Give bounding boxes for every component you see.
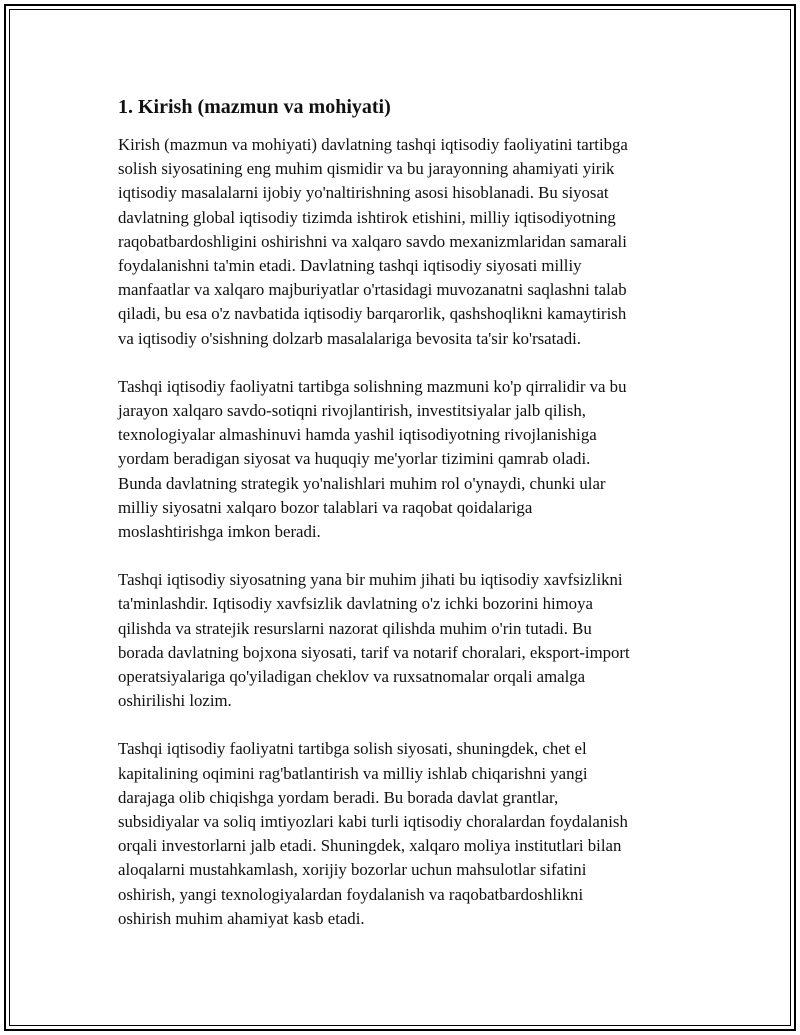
- paragraph-line: davlatning global iqtisodiy tizimda ishtirok etishini, milliy iqtisodiyotning: [118, 207, 616, 227]
- paragraph-line: oshirish, yangi texnologiyalardan foydalanish va raqobatbardoshlikni: [118, 884, 584, 904]
- paragraph-line: subsidiyalar va soliq imtiyozlari kabi turli iqtisodiy choralardan foydalanish: [118, 812, 628, 832]
- paragraph-2: [118, 375, 686, 544]
- paragraph-line: jarayon xalqaro savdo-sotiqni rivojlantirish, investitsiyalar jalb qilish,: [118, 401, 586, 421]
- paragraph-line: texnologiyalar almashinuvi hamda yashil iqtisodiyotning rivojlanishiga: [118, 425, 597, 445]
- paragraph-line: va iqtisodiy o'sishning dolzarb masalalariga bevosita ta'sir ko'rsatadi.: [118, 328, 581, 348]
- paragraph-line: manfaatlar va xalqaro majburiyatlar o'rtasidagi muvozanatni saqlashni talab: [118, 280, 627, 300]
- paragraph-line: qilishda va stratejik resurslarni nazorat qilishda muhim o'rin tutadi. Bu: [118, 618, 592, 638]
- document-body: [118, 94, 686, 955]
- paragraph-3: [118, 568, 686, 713]
- paragraph-line: oshirish muhim ahamiyat kasb etadi.: [118, 908, 365, 928]
- paragraph-line: milliy siyosatni xalqaro bozor talablari va raqobat qoidalariga: [118, 497, 533, 517]
- paragraph-line: Kirish (mazmun va mohiyati) davlatning tashqi iqtisodiy faoliyatini tartibga: [118, 135, 628, 154]
- paragraph-line: iqtisodiy masalalarni ijobiy yo'naltirishning asosi hisoblanadi. Bu siyosat: [118, 183, 609, 203]
- paragraph-line: foydalanishni ta'min etadi. Davlatning tashqi iqtisodiy siyosati milliy: [118, 256, 582, 276]
- paragraph-line: Tashqi iqtisodiy siyosatning yana bir muhim jihati bu iqtisodiy xavfsizlikni: [118, 570, 623, 590]
- paragraph-line: oshirilishi lozim.: [118, 691, 232, 711]
- paragraph-line: borada davlatning bojxona siyosati, tarif va notarif choralari, eksport-import: [118, 642, 630, 662]
- paragraph-line: raqobatbardoshligini oshirishni va xalqaro savdo mexanizmlaridan samarali: [118, 231, 627, 251]
- paragraph-line: Bunda davlatning strategik yo'nalishlari muhim rol o'ynaydi, chunki ular: [118, 473, 606, 493]
- paragraph-line: Tashqi iqtisodiy faoliyatni tartibga solishning mazmuni ko'p qirralidir va bu: [118, 376, 627, 396]
- paragraph-4: [118, 737, 686, 931]
- paragraph-line: operatsiyalariga qo'yiladigan cheklov va ruxsatnomalar orqali amalga: [118, 667, 586, 687]
- paragraph-line: yordam beradigan siyosat va huquqiy me'yorlar tizimini qamrab oladi.: [118, 449, 591, 469]
- paragraph-line: orqali investorlarni jalb etadi. Shuningdek, xalqaro moliya institutlari bilan: [118, 836, 622, 856]
- paragraph-line: solish siyosatining eng muhim qismidir va bu jarayonning ahamiyati yirik: [118, 159, 615, 179]
- paragraph-line: aloqalarni mustahkamlash, xorijiy bozorlar uchun mahsulotlar sifatini: [118, 860, 587, 880]
- paragraph-line: ta'minlashdir. Iqtisodiy xavfsizlik davlatning o'z ichki bozorini himoya: [118, 594, 593, 614]
- paragraph-line: kapitalining oqimini rag'batlantirish va milliy ishlab chiqarishni yangi: [118, 763, 588, 783]
- paragraph-line: darajaga olib chiqishga yordam beradi. Bu borada davlat grantlar,: [118, 787, 559, 807]
- paragraph-1: [118, 133, 686, 351]
- paragraph-line: Tashqi iqtisodiy faoliyatni tartibga solish siyosati, shuningdek, chet el: [118, 739, 587, 759]
- paragraph-line: qiladi, bu esa o'z navbatida iqtisodiy barqarorlik, qashshoqlikni kamaytirish: [118, 304, 627, 324]
- paragraph-line: moslashtirishga imkon beradi.: [118, 522, 321, 542]
- section-heading: 1. Kirish (mazmun va mohiyati): [118, 96, 391, 118]
